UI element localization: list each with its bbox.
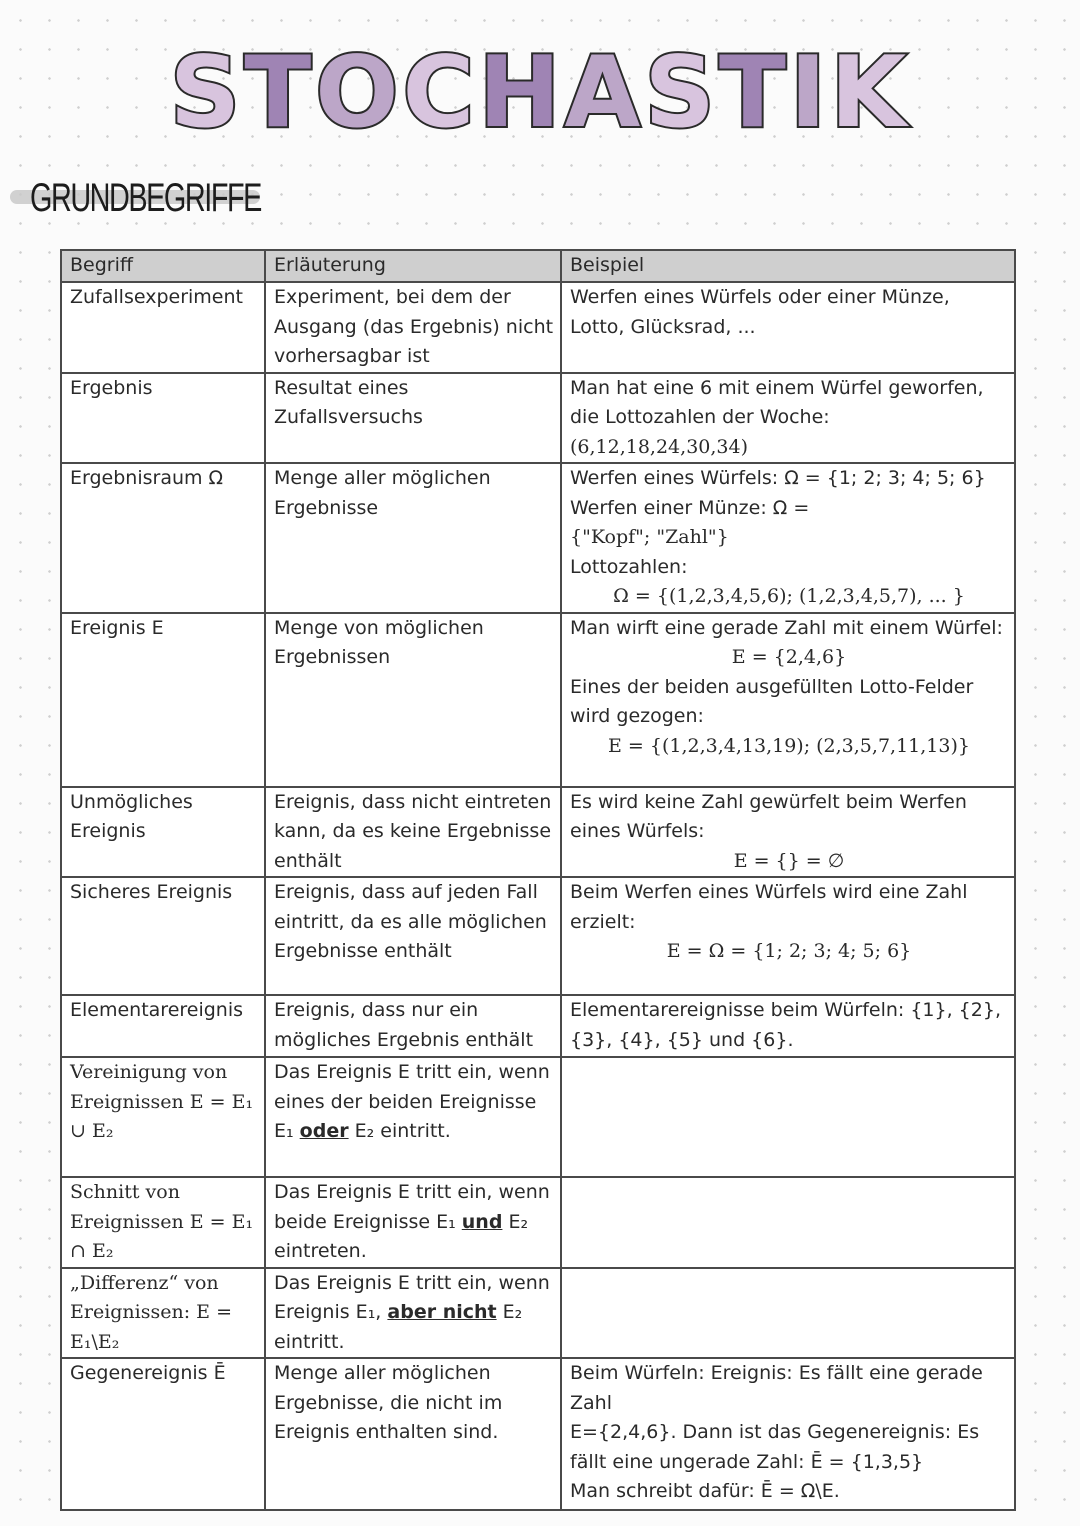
table-row [61,995,1015,1057]
cell-explanation: Resultat eines Zufallsversuchs [265,373,561,464]
cell-example [561,613,1015,787]
cell-example: Elementarereignisse beim Würfeln: {1}, {2}, {3}, {4}, {5} und {6}. [561,995,1015,1057]
title-letter: K [830,36,911,150]
example-formula: E = {(1,2,3,4,13,19); (2,3,5,7,11,13)} [608,734,970,757]
cell-term: Vereinigung von Ereignissen E = E₁ ∪ E₂ [61,1057,265,1177]
title-letter: A [564,36,645,150]
cell-explanation [265,1268,561,1359]
cell-term: Schnitt von Ereignissen E = E₁ ∩ E₂ [61,1177,265,1268]
keyword: aber nicht [387,1301,497,1323]
table-row [61,373,1015,464]
title-letter: H [478,36,565,150]
title-letter: T [244,36,316,150]
example-line: Beim Würfeln: Ereignis: Es fällt eine gerade Zahl [570,1362,983,1414]
keyword: und [461,1210,503,1233]
example-line: Werfen eines Würfels: Ω = {1; 2; 3; 4; 5; 6} [570,467,986,489]
example-formula: Ω = {(1,2,3,4,5,6); (1,2,3,4,5,7), ... } [613,585,965,607]
example-formula: E = {2,4,6} [731,646,847,668]
cell-example [561,373,1015,464]
title-letter: O [315,36,403,150]
cell-example [561,1358,1015,1510]
page-title [0,38,1080,148]
explanation-text: E₂ eintritt. [354,1120,451,1142]
cell-example [561,463,1015,613]
example-line: Man wirft eine gerade Zahl mit einem Würfel: [570,616,1003,639]
cell-example [561,1177,1015,1268]
header-term: Begriff [61,250,265,282]
section-heading-wrap [10,168,331,228]
example-formula: E = Ω = {1; 2; 3; 4; 5; 6} [666,940,912,962]
cell-term: „Differenz“ von Ereignissen: E = E₁\E₂ [61,1268,265,1359]
example-line: Eines der beiden ausgefüllten Lotto-Felder wird gezogen: [570,675,974,727]
cell-example [561,877,1015,995]
table-row [61,1177,1015,1268]
cell-term: Gegenereignis Ē [61,1358,265,1510]
section-heading: GRUNDBEGRIFFE [30,176,261,220]
cell-explanation [265,1177,561,1268]
explanation-text: E₂ eintritt. [274,1301,523,1353]
explanation-text: E₂ eintreten. [274,1210,529,1262]
title-letter: S [644,36,719,150]
example-line: Es wird keine Zahl gewürfelt beim Werfen eines Würfels: [570,790,967,842]
table-row [61,463,1015,613]
example-line: (6,12,18,24,30,34) [570,435,748,458]
title-letter: C [402,36,479,150]
cell-term: Unmögliches Ereignis [61,787,265,878]
cell-explanation [265,1057,561,1177]
keyword: oder [299,1120,349,1142]
cell-explanation: Ereignis, dass nicht eintreten kann, da es keine Ergebnisse enthält [265,787,561,878]
explanation-text: Das Ereignis E tritt ein, wenn beide Ereignisse E₁ [274,1181,550,1233]
table-row [61,1268,1015,1359]
table-row [61,877,1015,995]
example-line: {"Kopf"; "Zahl"} [570,526,729,548]
table-row [61,1057,1015,1177]
header-explanation: Erläuterung [265,250,561,282]
cell-term: Sicheres Ereignis [61,877,265,995]
table-header-row [61,250,1015,282]
example-line: E={2,4,6}. Dann ist das Gegenereignis: Es fällt eine ungerade Zahl: Ē = {1,3,5} [570,1421,980,1473]
cell-example [561,1268,1015,1359]
example-formula: E = {} = ∅ [733,849,845,872]
cell-term: Zufallsexperiment [61,282,265,373]
cell-example [561,787,1015,878]
example-line: Beim Werfen eines Würfels wird eine Zahl erzielt: [570,881,968,933]
cell-term: Ergebnisraum Ω [61,463,265,613]
cell-term: Elementarereignis [61,995,265,1057]
table-row [61,282,1015,373]
cell-explanation: Menge von möglichen Ergebnissen [265,613,561,787]
explanation-text: Das Ereignis E tritt ein, wenn Ereignis E₁, [274,1271,550,1323]
definitions-table [60,249,1016,1511]
cell-explanation: Ereignis, dass nur ein mögliches Ergebnis enthält [265,995,561,1057]
table-row [61,787,1015,878]
cell-explanation: Menge aller möglichen Ergebnisse [265,463,561,613]
example-line: Werfen einer Münze: Ω = [570,496,810,519]
cell-term: Ereignis E [61,613,265,787]
cell-explanation: Menge aller möglichen Ergebnisse, die nicht im Ereignis enthalten sind. [265,1358,561,1510]
cell-example: Werfen eines Würfels oder einer Münze, Lotto, Glücksrad, ... [561,282,1015,373]
title-letter: I [789,36,831,150]
example-line: Lottozahlen: [570,555,688,578]
cell-example [561,1057,1015,1177]
title-letter: S [169,36,245,150]
table-row [61,1358,1015,1510]
explanation-text: Das Ereignis E tritt ein, wenn eines der beiden Ereignisse E₁ [274,1061,550,1142]
header-example: Beispiel [561,250,1015,282]
table-row [61,613,1015,787]
cell-term: Ergebnis [61,373,265,464]
example-line: Man schreibt dafür: Ē = Ω\E. [570,1480,840,1502]
title-letter: T [718,36,790,150]
cell-explanation: Ereignis, dass auf jeden Fall eintritt, da es alle möglichen Ergebnisse enthält [265,877,561,995]
example-line: Man hat eine 6 mit einem Würfel geworfen, die Lottozahlen der Woche: [570,376,984,428]
cell-explanation: Experiment, bei dem der Ausgang (das Ergebnis) nicht vorhersagbar ist [265,282,561,373]
